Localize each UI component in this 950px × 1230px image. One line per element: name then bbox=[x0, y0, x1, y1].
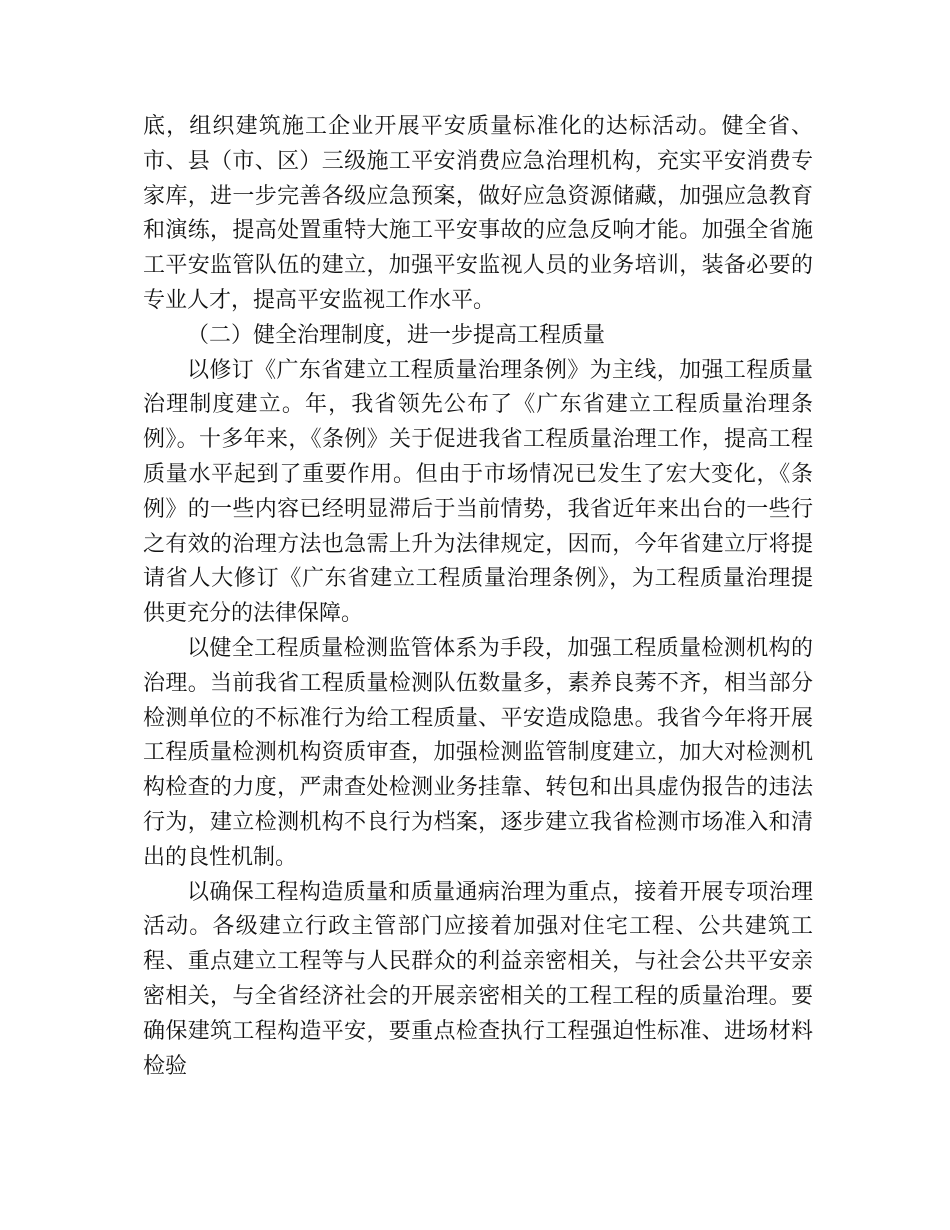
paragraph-continuation: 底，组织建筑施工企业开展平安质量标准化的达标活动。健全省、市、县（市、区）三级施工平安消费应急治理机构，充实平安消费专家库，进一步完善各级应急预案，做好应急资源储藏，加强应急教育和演练，提高处置重特大施工平安事故的应急反响才能。加强全省施工平安监管队伍的建立，加强平安监视人员的业务培训，装备必要的专业人才，提高平安监视工作水平。 bbox=[143, 114, 813, 313]
paragraph-testing-supervision: 以健全工程质量检测监管体系为手段，加强工程质量检测机构的治理。当前我省工程质量检测队伍数量多，素养良莠不齐，相当部分检测单位的不标准行为给工程质量、平安造成隐患。我省今年将开展工程质量检测机构资质审查，加强检测监管制度建立，加大对检测机构检查的力度，严肃查处检测业务挂靠、转包和出具虚伪报告的违法行为，建立检测机构不良行为档案，逐步建立我省检测市场准入和清出的良性机制。 bbox=[143, 635, 813, 870]
section-heading: （二）健全治理制度，进一步提高工程质量 bbox=[187, 322, 606, 348]
paragraph-structural-quality: 以确保工程构造质量和质量通病治理为重点，接着开展专项治理活动。各级建立行政主管部门应接着加强对住宅工程、公共建筑工程、重点建立工程等与人民群众的利益亲密相关，与社会公共平安亲密相关，与全省经济社会的开展亲密相关的工程工程的质量治理。要确保建筑工程构造平安，要重点检查执行工程强迫性标准、进场材料检验 bbox=[143, 879, 813, 1079]
document-body bbox=[143, 110, 813, 1084]
paragraph-regulation-revision: 以修订《广东省建立工程质量治理条例》为主线，加强工程质量治理制度建立。年，我省领先公布了《广东省建立工程质量治理条例》。十多年来，《条例》关于促进我省工程质量治理工作，提高工程质量水平起到了重要作用。但由于市场情况已发生了宏大变化，《条例》的一些内容已经明显滞后于当前情势，我省近年来出台的一些行之有效的治理方法也急需上升为法律规定，因而，今年省建立厅将提请省人大修订《广东省建立工程质量治理条例》，为工程质量治理提供更充分的法律保障。 bbox=[143, 357, 813, 627]
